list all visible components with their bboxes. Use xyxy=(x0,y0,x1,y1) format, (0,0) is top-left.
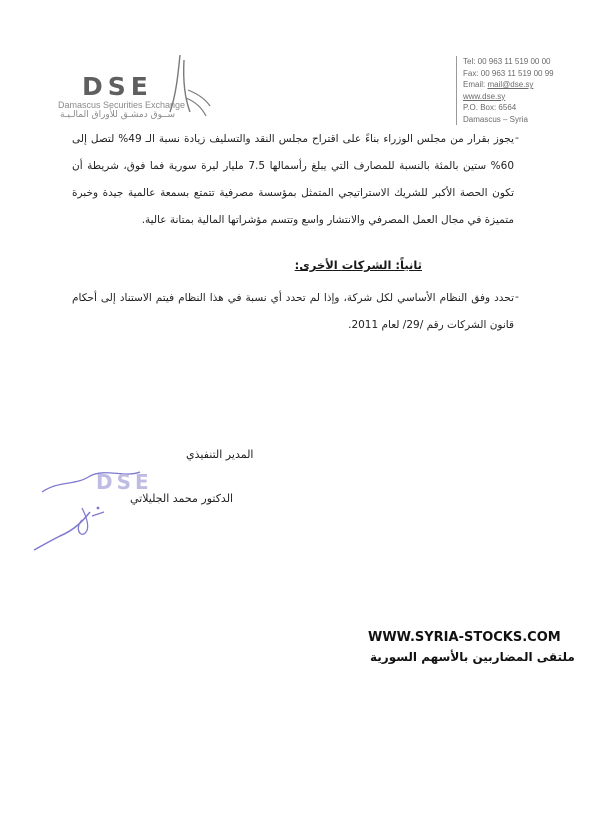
contact-po-box: P.O. Box: 6564 xyxy=(463,103,517,112)
stamp-letters: DSE xyxy=(96,470,153,494)
footer-website[interactable]: WWW.SYRIA-STOCKS.COM xyxy=(368,630,561,645)
contact-city: Damascus – Syria xyxy=(463,114,528,124)
dse-logo-mark-icon xyxy=(150,50,220,120)
contact-website-link[interactable]: www.dse.sy xyxy=(463,91,506,101)
bullet-dash-1: - xyxy=(515,131,519,144)
contact-block xyxy=(456,56,583,125)
signature-name: الدكتور محمد الجليلاتي xyxy=(130,492,234,505)
contact-email-link[interactable]: mail@dse.sy xyxy=(487,80,534,89)
logo-letters: DSE xyxy=(82,72,153,101)
paragraph-other-companies: تحدد وفق النظام الأساسي لكل شركة، وإذا لم تحدد أي نسبة في هذا النظام فيتم الاستناد إلى أحكام قانون الشركات رقم /29/ لعام 2011. xyxy=(72,292,514,331)
paragraph-ratio-increase: يجوز بقرار من مجلس الوزراء بناءً على اقتراح مجلس النقد والتسليف زيادة نسبة الـ 49% لتصل إلى 60% ستين بالمئة بالنسبة للمصارف التي يبلغ رأسمالها 7.5 مليار ليرة سورية فما فوق، شريطة أن تكون الحصة الأكبر للشريك الاستراتيجي المتمثل بمؤسسة مصرفية تتمتع بسمعة عالمية جيدة وخبرة متميزة في مجال العمل المصرفي والانتشار واسع وتتسم مؤشراتها المالية بمتانة عالية. xyxy=(72,133,515,226)
contact-tel: Tel: 00 963 11 519 00 00 xyxy=(463,57,551,66)
bullet-dash-2: - xyxy=(515,290,519,303)
footer-arabic-tagline: ملتقى المضاربين بالأسهم السورية xyxy=(370,650,575,664)
logo-english-name: Damascus Securities Exchange xyxy=(58,100,186,110)
contact-email-row xyxy=(463,79,583,91)
logo-arabic-name: ســوق دمشـق للأوراق المالـيـة xyxy=(60,110,176,120)
signature-stamp-icon xyxy=(30,450,220,560)
signature-title: المدير التنفيذي xyxy=(186,448,254,461)
contact-fax: Fax: 00 963 11 519 00 99 xyxy=(463,68,554,78)
contact-email-label: Email: xyxy=(463,80,488,89)
section-heading-other-companies: ثانياً: الشركات الأخرى: xyxy=(294,258,422,272)
